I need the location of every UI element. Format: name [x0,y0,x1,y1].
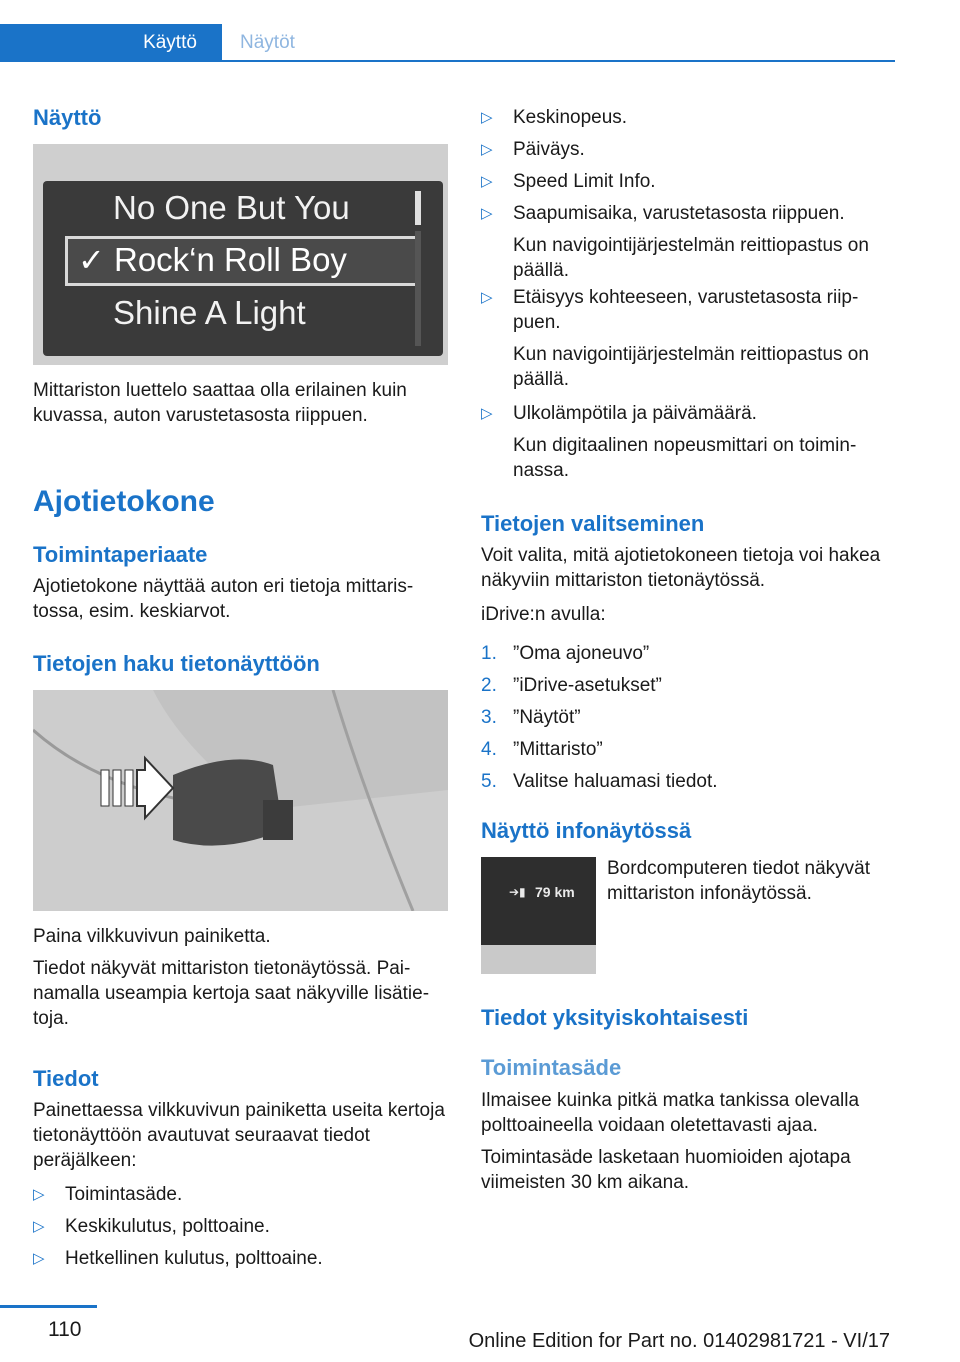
triangle-icon: ▷ [481,405,493,422]
figure-stalk-button [33,690,448,911]
left-info-list [33,1182,448,1278]
list-item-text: Saapumisaika, varustetasosta riippuen. [513,203,845,224]
triangle-icon: ▷ [481,141,493,158]
right-info-list [481,105,896,485]
list-item [481,401,896,485]
p-display-note: Mittariston luettelo saattaa olla erilainen kuin kuvassa, auton varustetasosta riippuen. [33,380,407,426]
list-item [33,1182,448,1214]
triangle-icon: ▷ [481,173,493,190]
figure-range-display [481,857,596,974]
header-rule [222,60,895,62]
p-info: Painettaessa vilkkuvivun painiketta useita kertoja tietonäyttöön avautuvat seuraavat tiedot peräjälkeen: [33,1100,445,1171]
p-select: Voit valita, mitä ajotietokoneen tietoja voi hakea näkyviin mittariston tietonäytössä. [481,545,881,591]
header-tabbar [0,0,895,62]
tab-kaytto[interactable]: Käyttö [0,24,222,62]
steps-list [481,641,896,801]
display-panel [43,181,443,356]
scrollbar-thumb [415,191,421,225]
list-item [481,201,896,285]
step-item [481,673,896,705]
range-display-panel [481,857,596,945]
heading-range: Toimintasäde [481,1055,622,1080]
p-range-1: Ilmaisee kuinka pitkä matka tankissa olevalla polttoaineella voidaan oletettavasti ajaa. [481,1090,860,1136]
step-number: 2. [481,675,497,696]
step-number: 1. [481,643,497,664]
p-infodisplay: Bordcomputeren tiedot näkyvät mittariston infonäytössä. [607,858,870,904]
check-icon: ✓ [78,242,105,278]
step-number: 5. [481,771,497,792]
triangle-icon: ▷ [33,1250,45,1267]
scrollbar-track [415,231,421,346]
fuel-pump-icon: ➔▮ [509,885,526,899]
display-line-2: Rock‘n Roll Boy [114,241,347,278]
list-item-text: Keskinopeus. [513,107,628,128]
heading-display: Näyttö [33,105,102,130]
heading-infodisplay: Näyttö infonäytössä [481,818,692,843]
list-item-subtext: Kun navigointijärjestelmän reittiopastus on päällä. [513,344,869,390]
page-number: 110 [48,1318,82,1341]
step-number: 4. [481,739,497,760]
triangle-icon: ▷ [33,1186,45,1203]
step-text: Valitse haluamasi tiedot. [513,771,718,792]
figure-playlist-display [33,144,448,365]
list-item [33,1246,448,1278]
p-press: Paina vilkkuvivun painiketta. [33,926,271,947]
list-item-subtext: Kun digitaalinen nopeusmittari on toiminnassa. [513,435,857,481]
heading-details: Tiedot yksityiskohtaisesti [481,1005,749,1030]
list-item [33,1214,448,1246]
edition-label: Online Edition for Part no. 01402981721 - VI/17 [468,1330,890,1352]
p-range-2: Toimintasäde lasketaan huomioiden ajotapa viimeisten 30 km aikana. [481,1147,851,1193]
triangle-icon: ▷ [33,1218,45,1235]
step-item [481,737,896,769]
footer-rule [0,1305,97,1308]
list-item-text: Toimintasäde. [65,1184,183,1205]
step-item [481,641,896,673]
step-number: 3. [481,707,497,728]
heading-principle: Toimintaperiaate [33,542,208,567]
heading-fetch: Tietojen haku tietonäyttöön [33,651,320,676]
heading-tiedot: Tiedot [33,1066,99,1091]
list-item [481,105,896,137]
triangle-icon: ▷ [481,289,493,306]
tab-naytot[interactable]: Näytöt [240,32,295,53]
list-item-text: Ulkolämpötila ja päivämäärä. [513,403,757,424]
range-value: 79 km [535,884,575,900]
triangle-icon: ▷ [481,205,493,222]
display-line-3: Shine A Light [113,294,306,331]
p-shown: Tiedot näkyvät mittariston tietonäytössä. Painamalla useampia kertoja saat näkyville lisätietoja. [33,958,430,1029]
p-idrive: iDrive:n avulla: [481,604,606,625]
list-item-text: Keskikulutus, polttoaine. [65,1216,270,1237]
step-text: ”Mittaristo” [513,739,603,760]
list-item [481,137,896,169]
heading-ajotietokone: Ajotietokone [33,485,215,518]
list-item-text: Speed Limit Info. [513,171,656,192]
p-principle: Ajotietokone näyttää auton eri tietoja mittaristossa, esim. keskiarvot. [33,576,414,622]
stalk-illustration [33,690,448,911]
list-item [481,285,896,401]
step-text: ”Näytöt” [513,707,581,728]
step-item [481,769,896,801]
triangle-icon: ▷ [481,109,493,126]
list-item-text: Päiväys. [513,139,585,160]
step-text: ”Oma ajoneuvo” [513,643,650,664]
list-item [481,169,896,201]
step-text: ”iDrive-asetukset” [513,675,662,696]
list-item-subtext: Kun navigointijärjestelmän reittiopastus on päällä. [513,235,869,281]
heading-select: Tietojen valitseminen [481,511,705,536]
list-item-text: Etäisyys kohteeseen, varustetasosta riippuen. [513,287,859,333]
display-line-1: No One But You [113,189,350,226]
list-item-text: Hetkellinen kulutus, polttoaine. [65,1248,323,1269]
display-selected-row [65,236,419,286]
step-item [481,705,896,737]
